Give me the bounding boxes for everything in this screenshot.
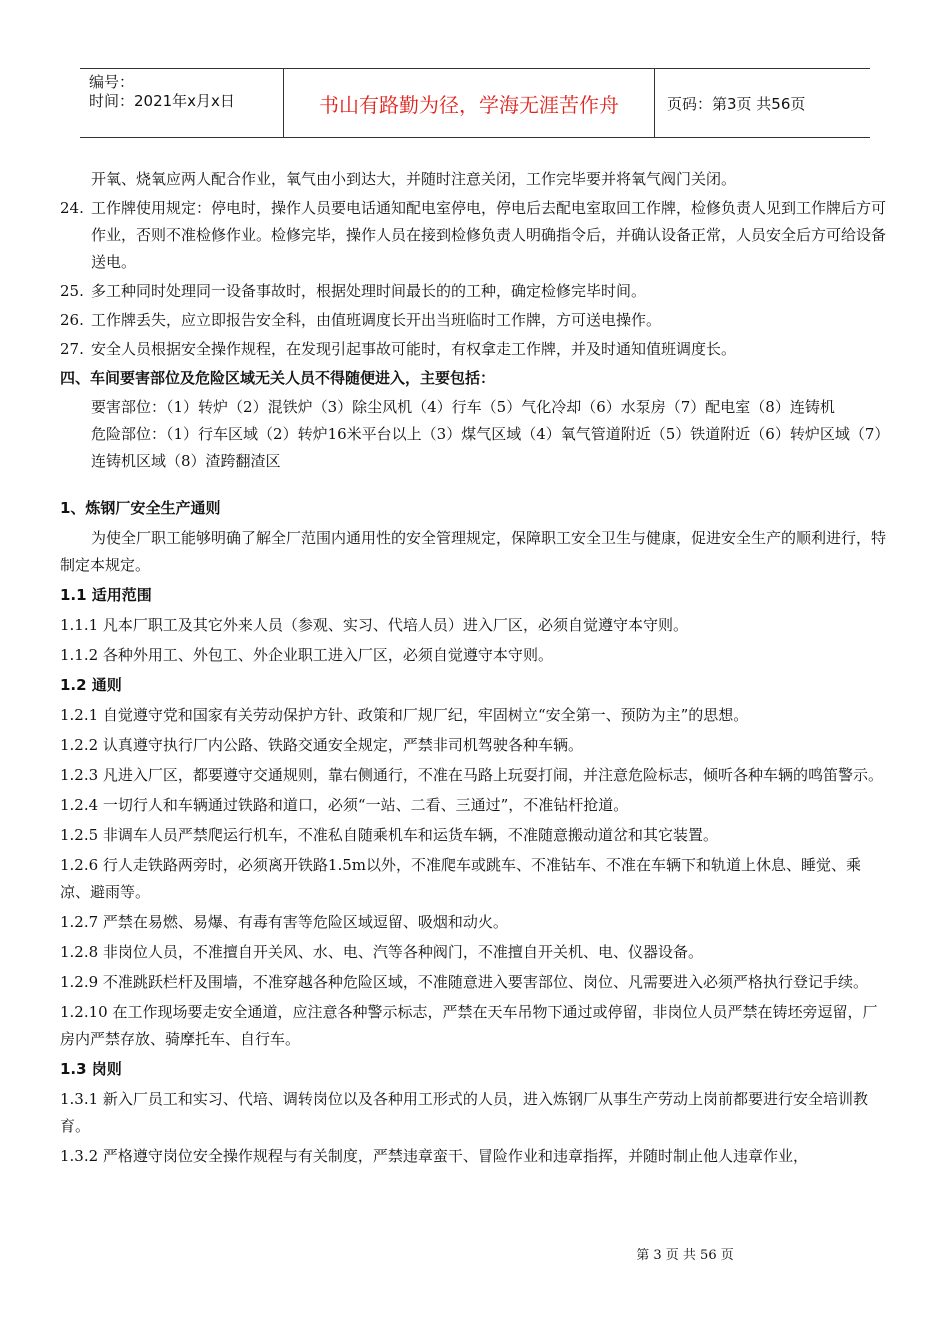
section-1-2: 1.2 通则 bbox=[60, 676, 122, 694]
clause-1-3-1: 1.3.1 新入厂员工和实习、代培、调转岗位以及各种用工形式的人员，进入炼钢厂从事生产劳动上岗前都要进行安全培训教育。 bbox=[60, 1090, 868, 1135]
header-motto: 书山有路勤为径，学海无涯苦作舟 bbox=[283, 69, 655, 137]
item-number: 26. bbox=[60, 311, 84, 329]
clause-1-2-2: 1.2.2 认真遵守执行厂内公路、铁路交通安全规定，严禁非司机驾驶各种车辆。 bbox=[60, 736, 583, 754]
list-item bbox=[60, 336, 888, 363]
header-number: 编号： bbox=[89, 73, 135, 91]
clause-1-2-5: 1.2.5 非调车人员严禁爬运行机车，不准私自随乘机车和运货车辆，不准随意搬动道岔和其它装置。 bbox=[60, 826, 718, 844]
section4-heading: 四、车间要害部位及危险区域无关人员不得随便进入，主要包括： bbox=[60, 369, 496, 387]
item-text: 工作牌使用规定：停电时，操作人员要电话通知配电室停电，停电后去配电室取回工作牌，检修负责人见到工作牌后方可作业，否则不准检修作业。检修完毕，操作人员在接到检修负责人明确指令后，并确认设备正常，人员安全后方可给设备送电。 bbox=[91, 199, 887, 271]
item-number: 27. bbox=[60, 340, 84, 358]
page-header bbox=[80, 68, 870, 138]
clause-1-2-6: 1.2.6 行人走铁路两旁时，必须离开铁路1.5m以外，不准爬车或跳车、不准钻车、不准在车辆下和轨道上休息、睡觉、乘凉、避雨等。 bbox=[60, 856, 862, 901]
spacer bbox=[60, 475, 888, 495]
clause-1-2-9: 1.2.9 不准跳跃栏杆及围墙，不准穿越各种危险区域，不准随意进入要害部位、岗位、凡需要进入必须严格执行登记手续。 bbox=[60, 973, 868, 991]
item-text: 工作牌丢失，应立即报告安全科，由值班调度长开出当班临时工作牌，方可送电操作。 bbox=[91, 311, 662, 329]
clause-1-2-1: 1.2.1 自觉遵守党和国家有关劳动保护方针、政策和厂规厂纪，牢固树立“安全第一、预防为主”的思想。 bbox=[60, 706, 749, 724]
document-body bbox=[60, 166, 888, 1173]
key-parts: 要害部位：（1）转炉（2）混铁炉（3）除尘风机（4）行车（5）气化冷却（6）水泵房（7）配电室（8）连铸机 bbox=[91, 398, 835, 416]
item-text: 多工种同时处理同一设备事故时，根据处理时间最长的的工种，确定检修完毕时间。 bbox=[91, 282, 647, 300]
clause-1-1-2: 1.1.2 各种外用工、外包工、外企业职工进入厂区，必须自觉遵守本守则。 bbox=[60, 646, 553, 664]
danger-parts: 危险部位：（1）行车区域（2）转炉16米平台以上（3）煤气区域（4）氧气管道附近（5）铁道附近（6）转炉区域（7）连铸机区域（8）渣跨翻渣区 bbox=[91, 425, 882, 470]
clause-1-2-10: 1.2.10 在工作现场要走安全通道，应注意各种警示标志，严禁在天车吊物下通过或停留，非岗位人员严禁在铸坯旁逗留，厂房内严禁存放、骑摩托车、自行车。 bbox=[60, 1003, 878, 1048]
section-1-1: 1.1 适用范围 bbox=[60, 586, 152, 604]
header-meta bbox=[80, 69, 283, 137]
clause-1-2-8: 1.2.8 非岗位人员，不准擅自开关风、水、电、汽等各种阀门，不准擅自开关机、电、仪器设备。 bbox=[60, 943, 703, 961]
clause-1-2-3: 1.2.3 凡进入厂区，都要遵守交通规则，靠右侧通行，不准在马路上玩耍打闹，并注意危险标志，倾听各种车辆的鸣笛警示。 bbox=[60, 766, 883, 784]
rules-intro: 为使全厂职工能够明确了解全厂范围内通用性的安全管理规定，保障职工安全卫生与健康，促进安全生产的顺利进行，特制定本规定。 bbox=[60, 529, 887, 574]
clause-1-2-7: 1.2.7 严禁在易燃、易爆、有毒有害等危险区域逗留、吸烟和动火。 bbox=[60, 913, 508, 931]
rules-title: 1、炼钢厂安全生产通则 bbox=[60, 499, 221, 517]
section-1-3: 1.3 岗则 bbox=[60, 1060, 122, 1078]
page-footer: 第 3 页 共 56 页 bbox=[636, 1248, 734, 1263]
clause-1-3-2: 1.3.2 严格遵守岗位安全操作规程与有关制度，严禁违章蛮干、冒险作业和违章指挥，并随时制止他人违章作业， bbox=[60, 1147, 808, 1165]
list-item bbox=[60, 307, 888, 334]
item-text: 安全人员根据安全操作规程，在发现引起事故可能时，有权拿走工作牌，并及时通知值班调度长。 bbox=[91, 340, 737, 358]
list-item bbox=[60, 278, 888, 305]
clause-1-2-4: 1.2.4 一切行人和车辆通过铁路和道口，必须“一站、二看、三通过”，不准钻杆抢道。 bbox=[60, 796, 629, 814]
intro-line: 开氧、烧氧应两人配合作业，氧气由小到达大，并随时注意关闭，工作完毕要并将氧气阀门关闭。 bbox=[91, 170, 737, 188]
item-number: 25. bbox=[60, 282, 84, 300]
header-page: 页码：第3页 共56页 bbox=[667, 94, 806, 113]
clause-1-1-1: 1.1.1 凡本厂职工及其它外来人员（参观、实习、代培人员）进入厂区，必须自觉遵守本守则。 bbox=[60, 616, 688, 634]
list-item bbox=[60, 195, 888, 276]
header-time: 时间：2021年x月x日 bbox=[89, 92, 235, 110]
item-number: 24. bbox=[60, 199, 84, 217]
